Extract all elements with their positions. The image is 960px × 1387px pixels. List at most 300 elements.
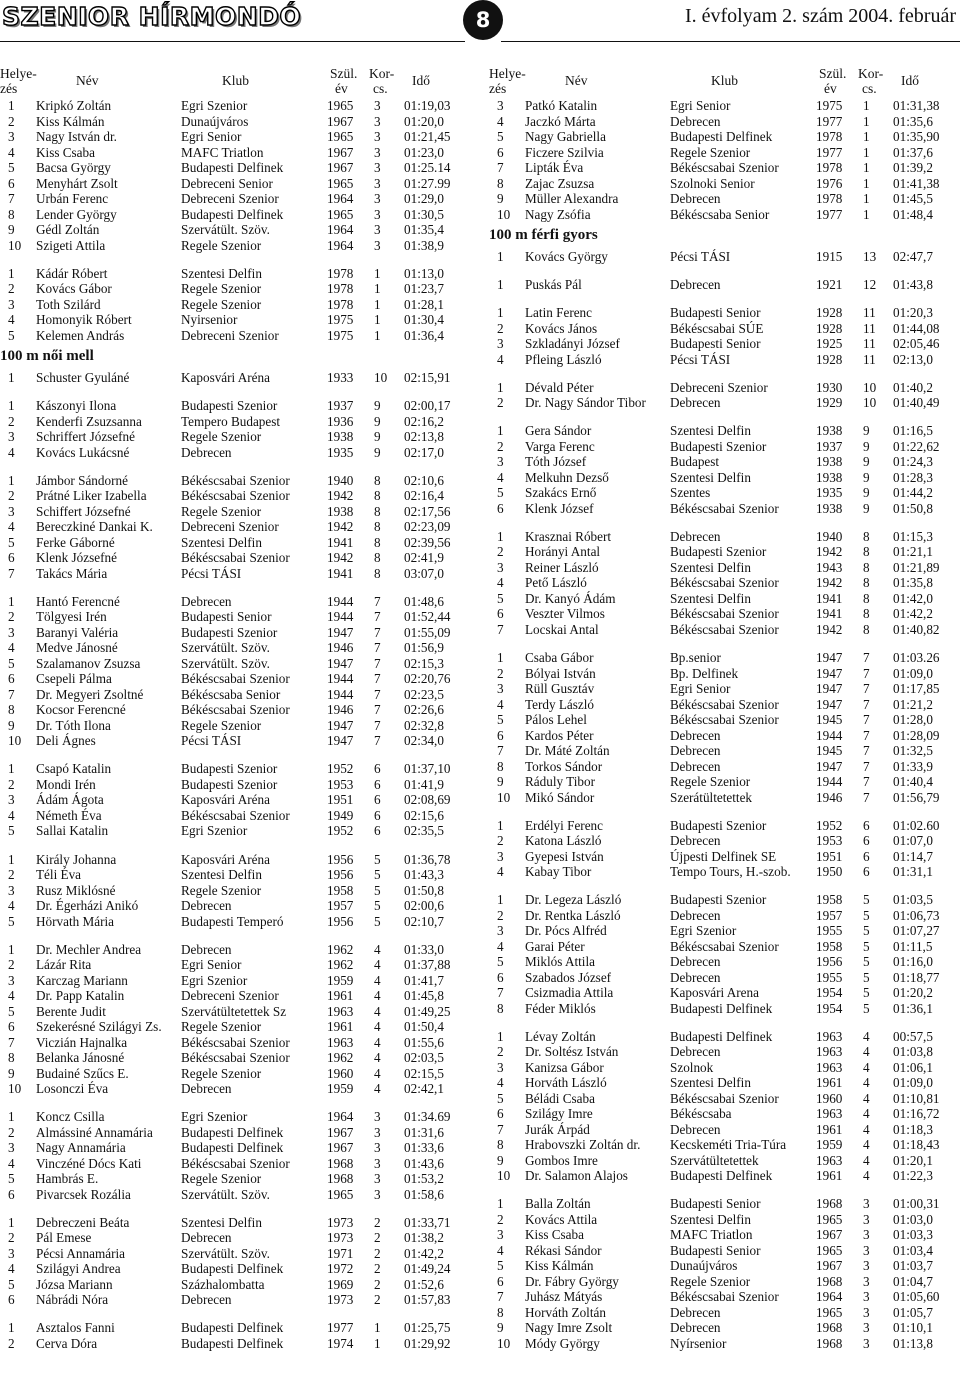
place-cell: 4 [8,444,15,460]
birth-year-cell: 1961 [816,1121,843,1137]
place-cell: 3 [8,972,15,988]
birth-year-cell: 1915 [816,249,843,264]
name-header: Név [76,73,99,88]
age-group-cell: 4 [374,1081,381,1097]
name-cell: Schiffert Józsefné [36,503,131,519]
club-cell: Debrecen [670,277,721,293]
name-cell: Menyhárt Zsolt [36,175,118,191]
age-group-cell: 4 [374,1003,381,1019]
time-cell: 01:31,1 [893,864,933,880]
birth-year-cell: 1975 [327,312,354,328]
name-cell: Jurák Árpád [525,1121,590,1137]
result-row [489,1029,959,1045]
birth-year-cell: 1978 [327,281,354,297]
time-cell: 01:16,5 [893,423,933,439]
age-group-cell: 9 [863,423,870,439]
header-rule-left [0,41,465,42]
age-group-cell: 7 [374,717,381,733]
result-row [489,1258,959,1274]
club-cell: Debreceni Szenior [181,988,279,1004]
club-cell: Budapesti Senior [670,336,761,352]
age-header-cont: cs. [373,81,388,96]
age-group-cell: 4 [863,1075,870,1091]
birth-year-cell: 1947 [816,758,843,774]
group-spacer [489,367,959,380]
result-row [0,207,470,223]
result-row [0,609,470,625]
club-cell: Szervátültetettek [670,1152,759,1168]
result-row [489,790,959,806]
age-group-cell: 3 [863,1320,870,1336]
time-cell: 01:03,0 [893,1211,933,1227]
birth-year-cell: 1957 [327,898,354,914]
birth-year-cell: 1941 [327,565,354,581]
name-cell: Lévay Zoltán [525,1028,596,1044]
birth-year-cell: 1964 [327,222,354,237]
result-row [0,1050,470,1066]
birth-year-cell: 1965 [816,1211,843,1227]
birth-year-cell: 1936 [327,413,354,429]
result-row [489,321,959,337]
birth-year-cell: 1978 [327,265,354,281]
club-cell: Egri Szenior [670,923,737,939]
age-group-cell: 7 [863,665,870,681]
name-cell: Csapó Katalin [36,761,112,777]
age-group-cell: 3 [863,1211,870,1227]
birth-year-cell: 1947 [327,655,354,671]
result-row [489,1044,959,1060]
place-cell: 7 [497,160,504,175]
age-group-cell: 9 [863,469,870,485]
place-cell: 4 [8,1155,15,1171]
name-cell: Debreczeni Beáta [36,1214,130,1230]
time-cell: 01:28,3 [893,469,933,485]
name-cell: Téli Éva [36,867,82,883]
name-cell: Locskai Antal [525,621,599,637]
birth-year-cell: 1945 [816,743,843,759]
place-cell: 6 [8,1019,15,1035]
name-cell: Kelemen András [36,327,125,343]
place-cell: 2 [497,1044,504,1060]
birth-year-cell: 1940 [816,528,843,544]
age-group-cell: 3 [863,1227,870,1243]
result-row [0,566,470,582]
birth-year-cell: 1969 [327,1276,354,1292]
time-cell: 01:36,1 [893,1000,933,1016]
time-cell: 01:38,9 [404,237,444,253]
name-cell: Pécsi Annamária [36,1245,125,1261]
result-row [489,923,959,939]
birth-year-cell: 1978 [816,191,843,206]
result-row [0,852,470,868]
club-cell: Egri Szenior [181,972,248,988]
result-row [0,1035,470,1051]
club-cell: Egri Senior [670,98,731,113]
time-cell: 01:35,6 [893,113,933,129]
birth-year-cell: 1961 [816,1075,843,1091]
place-header-cont: zés [0,81,18,96]
result-row [489,1196,959,1212]
birth-year-cell: 1960 [327,1065,354,1081]
age-group-cell: 3 [374,1124,381,1140]
group-spacer [0,253,470,266]
place-cell: 4 [497,575,504,591]
place-cell: 2 [497,438,504,454]
name-cell: Viczián Hajnalka [36,1034,128,1050]
time-cell: 01:35,90 [893,129,940,144]
birth-year-cell: 1968 [816,1273,843,1289]
place-cell: 5 [497,485,504,501]
club-cell: Budapesti Delfinek [181,1261,284,1277]
age-group-cell: 4 [374,1019,381,1035]
club-cell: Békéscsaba [670,1106,732,1122]
birth-year-cell: 1960 [816,1090,843,1106]
place-cell: 5 [497,712,504,728]
age-group-cell: 5 [863,954,870,970]
time-cell: 01:21,89 [893,559,940,575]
result-row [489,1168,959,1184]
result-row [489,98,959,114]
time-cell: 01:56,79 [893,789,940,805]
time-cell: 01:18,43 [893,1137,940,1153]
result-row [489,1274,959,1290]
birth-year-cell: 1977 [816,113,843,129]
age-group-cell: 9 [863,438,870,454]
place-cell: 2 [497,833,504,849]
birth-year-cell: 1963 [327,1034,354,1050]
time-cell: 02:05,46 [893,336,940,352]
time-cell: 01:03.26 [893,650,940,666]
time-cell: 02:13,0 [893,351,933,367]
age-group-cell: 8 [374,488,381,504]
birth-year-cell: 1959 [816,1137,843,1153]
birth-year-cell: 1963 [816,1028,843,1044]
club-cell: Debrecen [670,395,721,411]
time-cell: 01:29,92 [404,1335,451,1351]
age-group-cell: 6 [863,864,870,880]
time-cell: 01:20,0 [404,113,444,129]
time-cell: 01:11,5 [893,938,933,954]
result-row [0,792,470,808]
age-group-cell: 7 [374,733,381,749]
place-cell: 10 [497,789,511,805]
place-cell: 2 [8,867,15,883]
name-cell: Vinczéné Dócs Kati [36,1155,142,1171]
name-cell: Féder Miklós [525,1000,596,1016]
age-group-cell: 9 [863,500,870,516]
time-cell: 01:49,25 [404,1003,451,1019]
age-group-cell: 3 [374,1109,381,1125]
time-cell: 01:03,7 [893,1258,933,1274]
place-cell: 7 [497,743,504,759]
time-cell: 01:38,2 [404,1230,444,1246]
time-cell: 02:00,6 [404,898,444,914]
place-cell: 5 [8,327,15,343]
club-cell: Nyirsenior [181,312,238,328]
age-group-cell: 3 [374,113,381,129]
club-cell: Szervátült. Szöv. [181,222,270,237]
name-cell: Kovács János [525,320,598,336]
time-cell: 01:52,6 [404,1276,444,1292]
time-cell: 01:28,09 [893,727,940,743]
birth-year-cell: 1941 [816,606,843,622]
result-row [489,207,959,223]
age-group-cell: 4 [374,1065,381,1081]
club-cell: Szervátült. Szöv. [181,655,270,671]
time-cell: 01:58,6 [404,1186,444,1202]
result-row [489,352,959,368]
age-group-cell: 1 [374,312,381,328]
club-cell: Budapesti Delfinek [181,1335,284,1351]
time-cell: 01:48,4 [893,206,933,222]
place-cell: 3 [8,296,15,312]
club-cell: Szentesi Delfin [181,867,262,883]
result-row [0,176,470,192]
club-cell: MAFC Triatlon [670,1227,753,1243]
name-cell: Bólyai István [525,665,596,681]
place-cell: 5 [497,129,504,144]
table-header [489,64,959,98]
club-cell: Debrecen [670,907,721,923]
club-cell: Regele Szenior [670,144,751,160]
age-group-cell: 9 [374,413,381,429]
birth-year-cell: 1942 [327,519,354,535]
time-cell: 02:23,09 [404,519,451,535]
club-cell: Békéscsabai Szenior [670,1090,779,1106]
age-group-cell: 7 [374,593,381,609]
result-row [0,114,470,130]
time-cell: 01:25.14 [404,160,451,175]
time-cell: 01:53,2 [404,1171,444,1187]
time-cell: 01:43,3 [404,867,444,883]
age-group-cell: 3 [863,1304,870,1320]
result-row [0,238,470,254]
time-cell: 01:24,3 [893,454,933,470]
time-cell: 01:44,08 [893,320,940,336]
name-cell: Kiss Csaba [36,144,95,160]
result-row [0,473,470,489]
name-cell: Pál Emese [36,1230,92,1246]
result-row [489,160,959,176]
club-cell: Nyírsenior [670,1335,727,1351]
result-row [0,914,470,930]
birth-year-cell: 1952 [816,817,843,833]
time-cell: 02:03,5 [404,1050,444,1066]
club-cell: Budapesti Delfinek [670,129,773,144]
place-cell: 2 [8,776,15,792]
place-cell: 5 [8,160,15,175]
place-cell: 2 [497,395,504,411]
place-header-cont: zés [489,81,507,96]
place-cell: 7 [497,1121,504,1137]
club-cell: Debreceni Szenior [670,379,768,395]
club-cell: Budapesti Szenior [181,398,278,414]
name-cell: Asztalos Fanni [36,1320,115,1336]
age-group-cell: 1 [863,113,870,129]
age-group-cell: 8 [863,575,870,591]
age-group-cell: 3 [374,160,381,175]
name-cell: Patkó Katalin [525,98,598,113]
place-cell: 6 [8,1292,15,1308]
place-cell: 8 [8,206,15,222]
name-cell: Kászonyi Ilona [36,398,117,414]
birth-year-cell: 1965 [816,1242,843,1258]
place-cell: 4 [497,696,504,712]
result-row [0,328,470,344]
club-cell: Budapesti Delfinek [670,1000,773,1016]
result-row [0,297,470,313]
age-group-cell: 1 [863,206,870,222]
result-row [489,560,959,576]
name-cell: Pivarcsek Rozália [36,1186,131,1202]
result-row [489,774,959,790]
time-cell: 02:20,76 [404,671,451,687]
club-cell: Egri Senior [181,957,242,973]
name-cell: Hantó Ferencné [36,593,120,609]
birth-year-cell: 1938 [816,454,843,470]
result-row [489,1227,959,1243]
time-cell: 01:32,5 [893,743,933,759]
place-cell: 4 [497,864,504,880]
name-cell: Dr. Kanyó Ádám [525,590,616,606]
result-row [489,622,959,638]
age-group-cell: 8 [863,559,870,575]
place-cell: 1 [497,650,504,666]
place-cell: 8 [497,1000,504,1016]
birth-year-cell: 1944 [327,686,354,702]
name-cell: Szigeti Attila [36,237,106,253]
name-cell: Urbán Ferenc [36,191,109,206]
club-cell: Debrecen [670,969,721,985]
place-cell: 3 [497,923,504,939]
birth-year-cell: 1965 [327,129,354,144]
age-group-cell: 1 [863,144,870,160]
time-cell: 02:16,2 [404,413,444,429]
time-cell: 01:21,1 [893,544,933,560]
name-cell: Varga Ferenc [525,438,595,454]
place-cell: 3 [497,1059,504,1075]
time-cell: 01:36,78 [404,851,451,867]
name-cell: Dr. Rentka László [525,907,621,923]
club-cell: Szentesi Delfin [670,1075,751,1091]
place-cell: 3 [497,454,504,470]
birth-year-cell: 1935 [327,444,354,460]
place-cell: 5 [497,1258,504,1274]
age-group-cell: 7 [863,650,870,666]
result-row [489,1336,959,1352]
birth-year-cell: 1946 [816,789,843,805]
name-cell: Torkos Sándor [525,758,603,774]
age-group-cell: 9 [863,485,870,501]
time-cell: 01:02.60 [893,817,940,833]
age-group-cell: 4 [863,1168,870,1184]
age-group-cell: 7 [863,789,870,805]
club-cell: Debrecen [670,1304,721,1320]
club-cell: Debreceni Senior [181,175,273,191]
place-cell: 3 [497,559,504,575]
birth-year-cell: 1967 [816,1258,843,1274]
age-header: Kor- [369,66,395,81]
birth-year-cell: 1959 [327,972,354,988]
birth-year-cell: 1978 [327,296,354,312]
time-cell: 01:13,8 [893,1335,933,1351]
club-cell: Budapesti Delfinek [670,1028,773,1044]
club-cell: Békéscsabai Szenior [181,1034,290,1050]
birth-year-cell: 1957 [816,907,843,923]
time-cell: 01:20,1 [893,1152,933,1168]
club-cell: Szentesi Delfin [181,1214,262,1230]
club-cell: Békéscsabai Szenior [670,575,779,591]
birth-year-cell: 1972 [327,1261,354,1277]
name-cell: Zajac Zsuzsa [525,175,595,191]
name-cell: Király Johanna [36,851,117,867]
result-row [489,1122,959,1138]
age-group-cell: 7 [374,702,381,718]
club-cell: Debrecen [670,1121,721,1137]
club-cell: Budapesti Senior [670,305,761,321]
club-cell: Debrecen [181,444,232,460]
result-row [0,398,470,414]
place-cell: 5 [497,954,504,970]
result-row [0,702,470,718]
age-group-cell: 5 [863,907,870,923]
birth-year-cell: 1958 [327,882,354,898]
age-group-cell: 3 [863,1258,870,1274]
club-cell: Szolnoki Senior [670,175,755,191]
club-cell: Szentesi Delfin [670,559,751,575]
place-cell: 6 [497,1106,504,1122]
club-cell: Dunaújváros [670,1258,738,1274]
club-cell: Békéscsabai Szenior [670,1289,779,1305]
name-cell: Veszter Vilmos [525,606,605,622]
birth-year-cell: 1968 [816,1196,843,1212]
place-cell: 9 [497,1320,504,1336]
time-cell: 01:09,0 [893,665,933,681]
name-cell: Szakács Ernő [525,485,597,501]
name-cell: Karczag Mariann [36,972,128,988]
age-group-cell: 6 [863,833,870,849]
birth-year-cell: 1977 [327,1320,354,1336]
age-group-cell: 7 [374,686,381,702]
time-cell: 01:45,5 [893,191,933,206]
group-spacer [489,805,959,818]
age-group-cell: 4 [863,1044,870,1060]
result-row [0,733,470,749]
age-group-cell: 1 [863,160,870,175]
club-cell: Budapesti Delfinek [181,206,284,222]
birth-year-cell: 1956 [327,867,354,883]
time-cell: 01:42,0 [893,590,933,606]
name-cell: Berente Judit [36,1003,106,1019]
name-cell: Klenk Józsefné [36,550,117,566]
club-cell: Budapesti Szenior [181,624,278,640]
name-cell: Ferke Gáborné [36,534,115,550]
result-row [0,414,470,430]
club-cell: Bp. Delfinek [670,665,739,681]
place-cell: 2 [8,281,15,297]
time-cell: 02:34,0 [404,733,444,749]
time-cell: 01:49,24 [404,1261,451,1277]
birth-year-cell: 1961 [816,1168,843,1184]
age-group-cell: 6 [374,792,381,808]
name-cell: Ádám Ágota [36,792,104,808]
name-cell: Kovács Gábor [36,281,112,297]
place-cell: 2 [497,544,504,560]
place-cell: 4 [8,898,15,914]
place-cell: 9 [8,222,15,237]
birth-year-cell: 1941 [816,590,843,606]
club-cell: Budapesti Senior [670,1242,761,1258]
